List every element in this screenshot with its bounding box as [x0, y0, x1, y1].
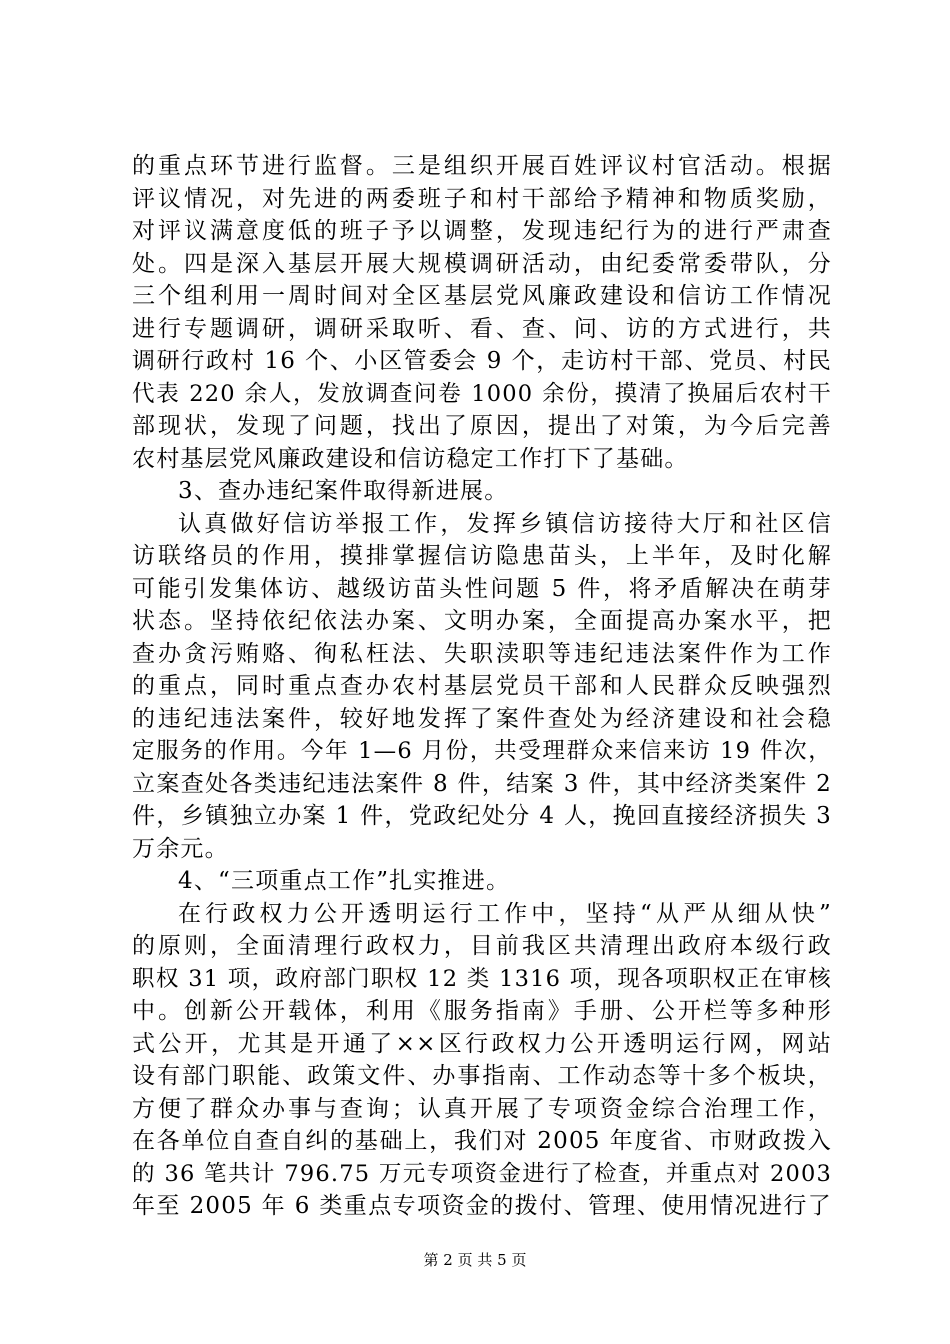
text-line: 定服务的作用。今年 1—6 月份，共受理群众来信来访 19 件次，	[132, 738, 832, 764]
text-line: 访联络员的作用，摸排掌握信访隐患苗头，上半年，及时化解	[132, 543, 832, 569]
text-line: 的重点环节进行监督。三是组织开展百姓评议村官活动。根据	[132, 153, 832, 179]
text-line: 年至 2005 年 6 类重点专项资金的拨付、管理、使用情况进行了	[132, 1193, 832, 1219]
text-line: 三个组利用一周时间对全区基层党风廉政建设和信访工作情况	[132, 283, 832, 309]
text-line: 进行专题调研，调研采取听、看、查、问、访的方式进行，共	[132, 315, 832, 342]
text-line: 职权 31 项，政府部门职权 12 类 1316 项，现各项职权正在审核	[132, 965, 832, 992]
section-heading: 4、“三项重点工作”扎实推进。	[178, 868, 511, 894]
text-line: 状态。坚持依纪依法办案、文明办案，全面提高办案水平，把	[132, 608, 832, 634]
text-line: 评议情况，对先进的两委班子和村干部给予精神和物质奖励，	[132, 185, 832, 212]
text-line: 在各单位自查自纠的基础上，我们对 2005 年度省、市财政拨入	[132, 1128, 832, 1154]
section-heading: 3、查办违纪案件取得新进展。	[178, 478, 509, 504]
text-line: 的违纪违法案件，较好地发挥了案件查处为经济建设和社会稳	[132, 705, 832, 732]
text-line: 中。创新公开载体，利用《服务指南》手册、公开栏等多种形	[132, 998, 832, 1024]
text-line: 调研行政村 16 个、小区管委会 9 个，走访村干部、党员、村民	[132, 348, 832, 374]
text-line: 件，乡镇独立办案 1 件，党政纪处分 4 人，挽回直接经济损失 3	[132, 803, 832, 829]
text-line: 在行政权力公开透明运行工作中，坚持“从严从细从快”	[178, 900, 832, 927]
text-line: 处。四是深入基层开展大规模调研活动，由纪委常委带队，分	[132, 250, 832, 277]
text-line: 设有部门职能、政策文件、办事指南、工作动态等十多个板块，	[132, 1063, 832, 1089]
text-line: 查办贪污贿赂、徇私枉法、失职渎职等违纪违法案件作为工作	[132, 640, 832, 667]
text-line: 农村基层党风廉政建设和信访稳定工作打下了基础。	[132, 445, 689, 472]
text-line: 式公开，尤其是开通了××区行政权力公开透明运行网，网站	[132, 1030, 832, 1057]
text-line: 代表 220 余人，发放调查问卷 1000 余份，摸清了换届后农村干	[132, 380, 832, 407]
text-line: 可能引发集体访、越级访苗头性问题 5 件，将矛盾解决在萌芽	[132, 575, 832, 602]
page-number: 第 2 页 共 5 页	[423, 1251, 527, 1269]
text-line: 部现状，发现了问题，找出了原因，提出了对策，为今后完善	[132, 413, 832, 439]
text-line: 的重点，同时重点查办农村基层党员干部和人民群众反映强烈	[132, 673, 832, 699]
text-line: 认真做好信访举报工作，发挥乡镇信访接待大厅和社区信	[178, 510, 832, 537]
text-line: 立案查处各类违纪违法案件 8 件，结案 3 件，其中经济类案件 2	[132, 770, 832, 797]
text-line: 的 36 笔共计 796.75 万元专项资金进行了检查，并重点对 2003	[132, 1160, 832, 1187]
text-line: 万余元。	[132, 835, 229, 862]
text-line: 方便了群众办事与查询；认真开展了专项资金综合治理工作，	[132, 1095, 832, 1122]
document-body	[132, 150, 832, 1223]
text-line: 的原则，全面清理行政权力，目前我区共清理出政府本级行政	[132, 933, 832, 959]
text-line: 对评议满意度低的班子予以调整，发现违纪行为的进行严肃查	[132, 218, 832, 244]
